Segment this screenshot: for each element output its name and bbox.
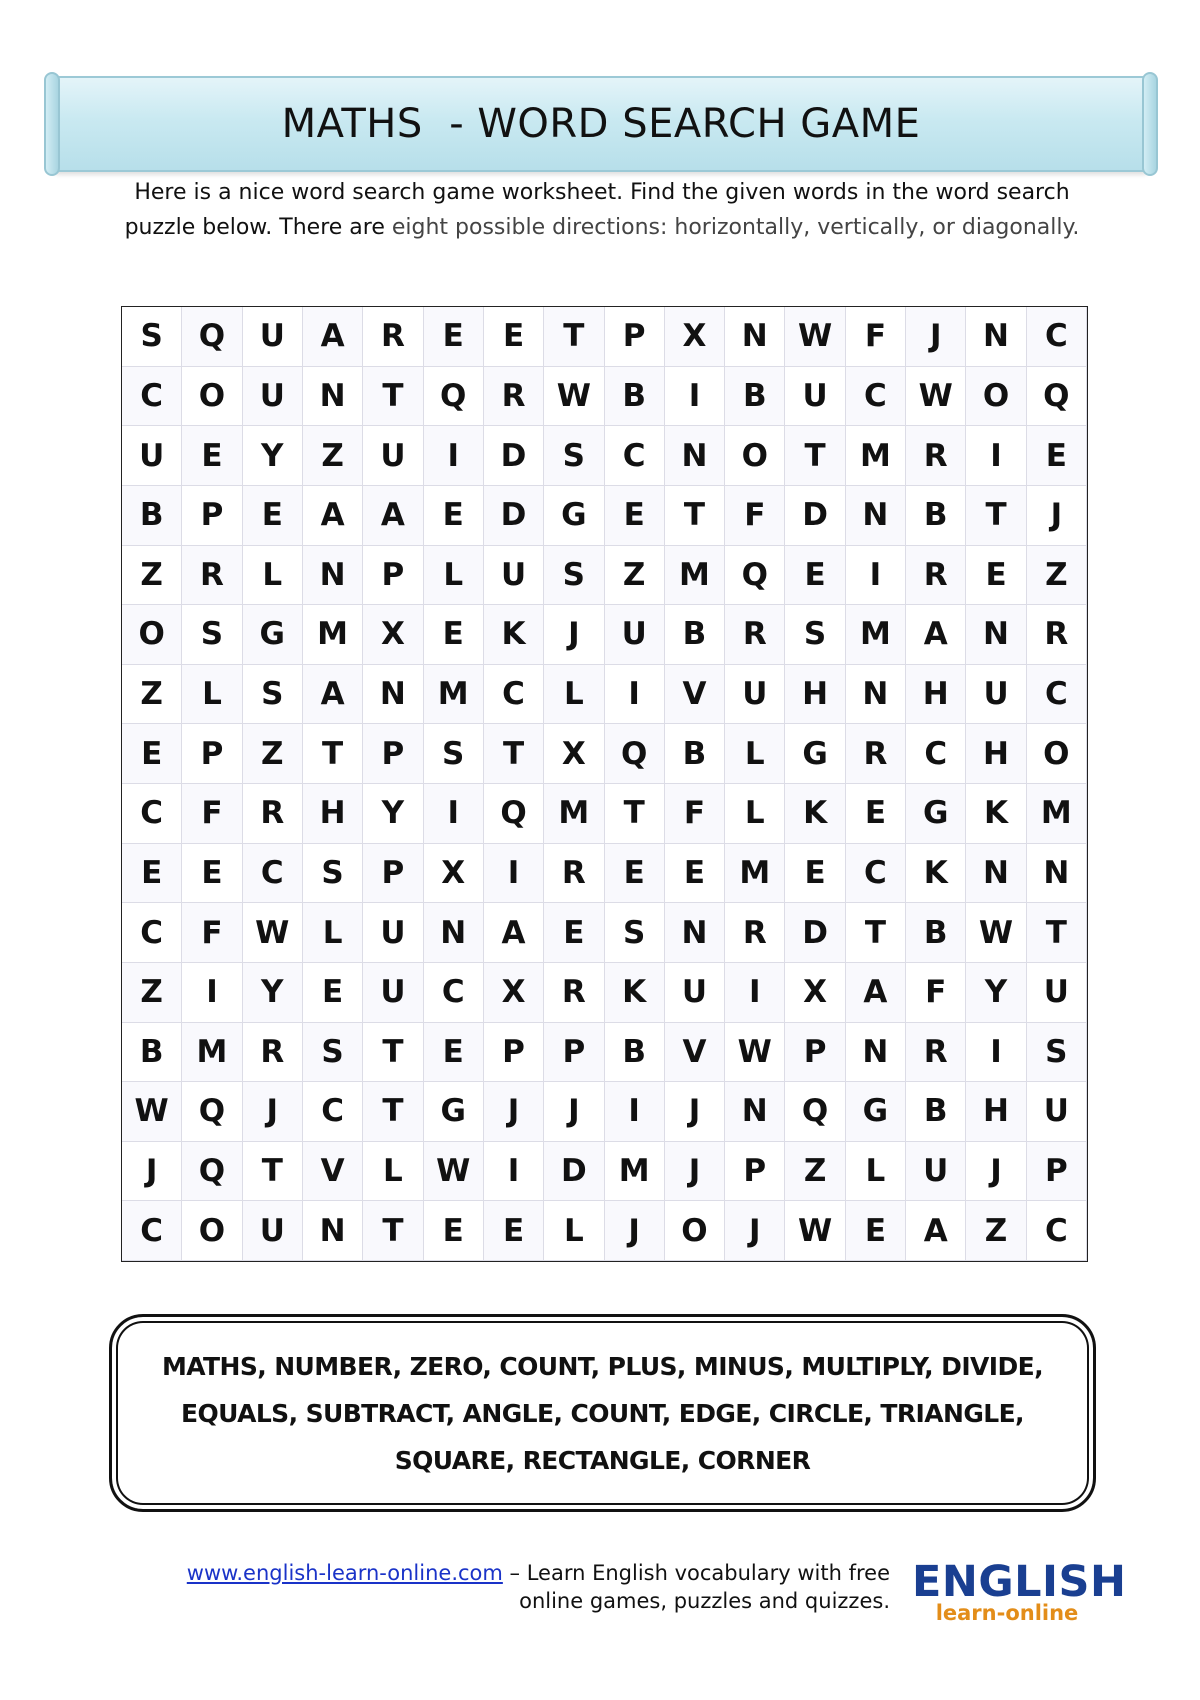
grid-cell[interactable]: I — [725, 963, 785, 1023]
grid-cell[interactable]: P — [484, 1023, 544, 1083]
grid-cell[interactable]: W — [966, 903, 1026, 963]
grid-cell[interactable]: U — [363, 903, 423, 963]
grid-cell[interactable]: W — [725, 1023, 785, 1083]
grid-cell[interactable]: Q — [785, 1082, 845, 1142]
grid-cell[interactable]: U — [484, 546, 544, 606]
grid-cell[interactable]: T — [484, 724, 544, 784]
grid-cell[interactable]: H — [966, 1082, 1026, 1142]
grid-cell[interactable]: J — [1027, 486, 1087, 546]
footer-text — [110, 1559, 890, 1615]
grid-cell[interactable]: T — [363, 1201, 423, 1261]
grid-cell[interactable]: T — [785, 426, 845, 486]
grid-cell[interactable]: A — [484, 903, 544, 963]
grid-cell[interactable]: T — [966, 486, 1026, 546]
grid-cell[interactable]: M — [846, 426, 906, 486]
grid-cell[interactable]: S — [544, 546, 604, 606]
grid-cell[interactable]: J — [906, 307, 966, 367]
grid-cell[interactable]: S — [243, 665, 303, 725]
grid-cell[interactable]: E — [424, 605, 484, 665]
grid-cell[interactable]: E — [303, 963, 363, 1023]
grid-cell[interactable]: S — [785, 605, 845, 665]
grid-cell[interactable]: A — [303, 307, 363, 367]
grid-cell[interactable]: C — [1027, 665, 1087, 725]
grid-cell[interactable]: E — [424, 1201, 484, 1261]
grid-cell[interactable]: I — [605, 1082, 665, 1142]
grid-cell[interactable]: Q — [424, 367, 484, 427]
grid-cell[interactable]: G — [544, 486, 604, 546]
grid-cell[interactable]: U — [122, 426, 182, 486]
grid-cell[interactable]: T — [363, 367, 423, 427]
grid-cell[interactable]: W — [424, 1142, 484, 1202]
grid-cell[interactable]: Q — [182, 1082, 242, 1142]
word-list-line-3: SQUARE, RECTANGLE, CORNER — [394, 1445, 811, 1475]
grid-cell[interactable]: U — [1027, 963, 1087, 1023]
title-banner — [50, 76, 1152, 172]
grid-cell[interactable]: C — [243, 844, 303, 904]
grid-cell[interactable]: N — [725, 307, 785, 367]
grid-cell[interactable]: N — [303, 367, 363, 427]
grid-cell[interactable]: T — [363, 1023, 423, 1083]
grid-cell[interactable]: A — [363, 486, 423, 546]
grid-cell[interactable]: Q — [725, 546, 785, 606]
grid-cell[interactable]: L — [544, 1201, 604, 1261]
grid-cell[interactable]: O — [182, 1201, 242, 1261]
grid-cell[interactable]: N — [846, 665, 906, 725]
grid-cell[interactable]: Y — [243, 426, 303, 486]
grid-cell[interactable]: N — [424, 903, 484, 963]
grid-cell[interactable]: U — [665, 963, 725, 1023]
grid-cell[interactable]: N — [846, 486, 906, 546]
grid-cell[interactable]: X — [544, 724, 604, 784]
grid-cell[interactable]: P — [605, 307, 665, 367]
grid-cell[interactable]: C — [605, 426, 665, 486]
grid-cell[interactable]: I — [665, 367, 725, 427]
grid-cell[interactable]: A — [303, 486, 363, 546]
grid-cell[interactable]: C — [906, 724, 966, 784]
grid-cell[interactable]: O — [182, 367, 242, 427]
grid-cell[interactable]: J — [544, 1082, 604, 1142]
grid-cell[interactable]: R — [484, 367, 544, 427]
grid-cell[interactable]: D — [544, 1142, 604, 1202]
grid-cell[interactable]: M — [665, 546, 725, 606]
grid-cell[interactable]: P — [363, 844, 423, 904]
intro-text — [52, 175, 1152, 245]
grid-cell[interactable]: G — [906, 784, 966, 844]
grid-cell[interactable]: R — [906, 426, 966, 486]
grid-cell[interactable]: Z — [122, 546, 182, 606]
grid-cell[interactable]: L — [182, 665, 242, 725]
grid-cell[interactable]: N — [303, 546, 363, 606]
grid-cell[interactable]: A — [846, 963, 906, 1023]
grid-cell[interactable]: X — [484, 963, 544, 1023]
intro-line-2 — [52, 210, 1152, 245]
grid-cell[interactable]: J — [605, 1201, 665, 1261]
grid-cell[interactable]: T — [363, 1082, 423, 1142]
grid-cell[interactable]: I — [966, 426, 1026, 486]
grid-cell[interactable]: J — [665, 1142, 725, 1202]
intro-line-2-light: eight possible directions: horizontally, vertically, or diagonally. — [391, 215, 1080, 240]
grid-cell[interactable]: Z — [122, 665, 182, 725]
grid-cell[interactable]: M — [846, 605, 906, 665]
grid-cell[interactable]: Z — [966, 1201, 1026, 1261]
grid-cell[interactable]: N — [966, 605, 1026, 665]
grid-cell[interactable]: M — [725, 844, 785, 904]
grid-cell[interactable]: A — [303, 665, 363, 725]
grid-cell[interactable]: U — [1027, 1082, 1087, 1142]
grid-cell[interactable]: P — [544, 1023, 604, 1083]
grid-cell[interactable]: V — [665, 665, 725, 725]
grid-cell[interactable]: Z — [605, 546, 665, 606]
grid-cell[interactable]: C — [122, 784, 182, 844]
grid-cell[interactable]: B — [665, 605, 725, 665]
grid-cell[interactable]: R — [243, 784, 303, 844]
grid-cell[interactable]: C — [1027, 307, 1087, 367]
grid-cell[interactable]: X — [785, 963, 845, 1023]
grid-cell[interactable]: N — [665, 426, 725, 486]
grid-cell[interactable]: A — [906, 605, 966, 665]
grid-cell[interactable]: I — [846, 546, 906, 606]
grid-cell[interactable]: D — [785, 486, 845, 546]
grid-cell[interactable]: N — [966, 844, 1026, 904]
grid-cell[interactable]: F — [725, 486, 785, 546]
grid-cell[interactable]: M — [303, 605, 363, 665]
grid-cell[interactable]: E — [846, 784, 906, 844]
grid-cell[interactable]: R — [846, 724, 906, 784]
grid-cell[interactable]: V — [303, 1142, 363, 1202]
grid-cell[interactable]: J — [122, 1142, 182, 1202]
grid-cell[interactable]: E — [544, 903, 604, 963]
grid-cell[interactable]: R — [725, 605, 785, 665]
logo-sub-text: learn-online — [935, 1601, 1079, 1625]
grid-cell[interactable]: K — [605, 963, 665, 1023]
grid-cell[interactable]: S — [1027, 1023, 1087, 1083]
grid-cell[interactable]: B — [906, 903, 966, 963]
grid-cell[interactable]: X — [363, 605, 423, 665]
grid-cell[interactable]: M — [182, 1023, 242, 1083]
grid-cell[interactable]: J — [544, 605, 604, 665]
grid-cell[interactable]: N — [846, 1023, 906, 1083]
grid-cell[interactable]: B — [906, 486, 966, 546]
grid-cell[interactable]: U — [725, 665, 785, 725]
grid-cell[interactable]: G — [785, 724, 845, 784]
grid-cell[interactable]: Q — [182, 1142, 242, 1202]
grid-cell[interactable]: U — [363, 963, 423, 1023]
grid-cell[interactable]: K — [906, 844, 966, 904]
grid-cell[interactable]: C — [1027, 1201, 1087, 1261]
grid-cell[interactable]: F — [665, 784, 725, 844]
word-list-box — [109, 1314, 1096, 1512]
grid-cell[interactable]: W — [906, 367, 966, 427]
grid-cell[interactable]: E — [665, 844, 725, 904]
grid-cell[interactable]: F — [182, 903, 242, 963]
grid-cell[interactable]: P — [725, 1142, 785, 1202]
logo-main-text: ENGLISH — [912, 1557, 1127, 1607]
grid-cell[interactable]: R — [1027, 605, 1087, 665]
grid-cell[interactable]: O — [1027, 724, 1087, 784]
grid-cell[interactable]: P — [363, 724, 423, 784]
grid-cell[interactable]: L — [363, 1142, 423, 1202]
grid-cell[interactable]: N — [363, 665, 423, 725]
grid-cell[interactable]: E — [424, 1023, 484, 1083]
grid-cell[interactable]: U — [906, 1142, 966, 1202]
grid-cell[interactable]: I — [966, 1023, 1026, 1083]
grid-cell[interactable]: C — [122, 367, 182, 427]
grid-cell[interactable]: S — [303, 1023, 363, 1083]
grid-cell[interactable]: U — [243, 307, 303, 367]
grid-cell[interactable]: S — [605, 903, 665, 963]
grid-cell[interactable]: W — [785, 1201, 845, 1261]
grid-cell[interactable]: R — [363, 307, 423, 367]
grid-cell[interactable]: U — [363, 426, 423, 486]
grid-cell[interactable]: K — [484, 605, 544, 665]
grid-cell[interactable]: P — [363, 546, 423, 606]
word-list-line-2: EQUALS, SUBTRACT, ANGLE, COUNT, EDGE, CIRCLE, TRIANGLE, — [181, 1398, 1024, 1428]
grid-cell[interactable]: R — [544, 844, 604, 904]
grid-cell[interactable]: R — [906, 546, 966, 606]
grid-cell[interactable]: G — [846, 1082, 906, 1142]
grid-cell[interactable]: B — [725, 367, 785, 427]
grid-cell[interactable]: Q — [1027, 367, 1087, 427]
grid-cell[interactable]: W — [122, 1082, 182, 1142]
grid-cell[interactable]: O — [122, 605, 182, 665]
grid-cell[interactable]: Z — [785, 1142, 845, 1202]
grid-cell[interactable]: J — [966, 1142, 1026, 1202]
grid-cell[interactable]: N — [725, 1082, 785, 1142]
grid-cell[interactable]: E — [484, 307, 544, 367]
grid-cell[interactable]: W — [544, 367, 604, 427]
grid-cell[interactable]: P — [182, 724, 242, 784]
grid-cell[interactable]: P — [785, 1023, 845, 1083]
grid-cell[interactable]: E — [785, 546, 845, 606]
grid-cell[interactable]: Z — [122, 963, 182, 1023]
grid-cell[interactable]: C — [846, 367, 906, 427]
grid-cell[interactable]: X — [665, 307, 725, 367]
grid-cell[interactable]: R — [182, 546, 242, 606]
grid-cell[interactable]: Y — [243, 963, 303, 1023]
grid-cell[interactable]: D — [484, 486, 544, 546]
grid-cell[interactable]: R — [544, 963, 604, 1023]
grid-cell[interactable]: W — [785, 307, 845, 367]
grid-cell[interactable]: N — [1027, 844, 1087, 904]
grid-cell[interactable]: C — [424, 963, 484, 1023]
grid-cell[interactable]: N — [966, 307, 1026, 367]
grid-cell[interactable]: U — [605, 605, 665, 665]
grid-cell[interactable]: K — [966, 784, 1026, 844]
grid-cell[interactable]: I — [484, 1142, 544, 1202]
grid-cell[interactable]: E — [424, 486, 484, 546]
grid-cell[interactable]: E — [605, 486, 665, 546]
grid-cell[interactable]: S — [182, 605, 242, 665]
page-title: MATHS - WORD SEARCH GAME — [281, 101, 921, 147]
grid-cell[interactable]: B — [605, 367, 665, 427]
grid-cell[interactable]: Z — [243, 724, 303, 784]
grid-cell[interactable]: E — [122, 724, 182, 784]
grid-cell[interactable]: E — [484, 1201, 544, 1261]
grid-cell[interactable]: T — [665, 486, 725, 546]
grid-cell[interactable]: Y — [966, 963, 1026, 1023]
grid-cell[interactable]: U — [243, 367, 303, 427]
grid-cell[interactable]: H — [906, 665, 966, 725]
word-list — [143, 1343, 1063, 1484]
grid-cell[interactable]: C — [484, 665, 544, 725]
grid-cell[interactable]: R — [243, 1023, 303, 1083]
grid-cell[interactable]: E — [243, 486, 303, 546]
grid-cell[interactable]: Q — [484, 784, 544, 844]
grid-cell[interactable]: U — [966, 665, 1026, 725]
grid-cell[interactable]: F — [182, 784, 242, 844]
intro-line-2-dark: puzzle below. There are — [124, 215, 392, 240]
grid-cell[interactable]: T — [544, 307, 604, 367]
grid-cell[interactable]: L — [846, 1142, 906, 1202]
grid-cell[interactable]: N — [665, 903, 725, 963]
grid-cell[interactable]: M — [1027, 784, 1087, 844]
grid-cell[interactable]: Q — [182, 307, 242, 367]
grid-cell[interactable]: C — [122, 903, 182, 963]
intro-line-1: Here is a nice word search game worksheet. Find the given words in the word search — [134, 180, 1070, 205]
footer-line-1 — [110, 1559, 890, 1587]
grid-cell[interactable]: N — [303, 1201, 363, 1261]
grid-cell[interactable]: C — [303, 1082, 363, 1142]
grid-cell[interactable]: D — [484, 426, 544, 486]
grid-cell[interactable]: S — [122, 307, 182, 367]
grid-cell[interactable]: Y — [363, 784, 423, 844]
grid-cell[interactable]: G — [424, 1082, 484, 1142]
grid-cell[interactable]: I — [424, 784, 484, 844]
grid-cell[interactable]: H — [303, 784, 363, 844]
grid-cell[interactable]: U — [243, 1201, 303, 1261]
grid-cell[interactable]: W — [243, 903, 303, 963]
grid-cell[interactable]: T — [243, 1142, 303, 1202]
grid-cell[interactable]: S — [544, 426, 604, 486]
grid-cell[interactable]: E — [785, 844, 845, 904]
grid-cell[interactable]: B — [122, 486, 182, 546]
grid-cell[interactable]: T — [605, 784, 665, 844]
grid-cell[interactable]: J — [243, 1082, 303, 1142]
grid-cell[interactable]: L — [303, 903, 363, 963]
grid-cell[interactable]: E — [605, 844, 665, 904]
website-link[interactable]: www.english-learn-online.com — [186, 1561, 503, 1585]
grid-cell[interactable]: J — [665, 1082, 725, 1142]
grid-cell[interactable]: B — [605, 1023, 665, 1083]
grid-cell[interactable]: I — [484, 844, 544, 904]
grid-cell[interactable]: P — [1027, 1142, 1087, 1202]
grid-cell[interactable]: D — [785, 903, 845, 963]
grid-cell[interactable]: L — [544, 665, 604, 725]
grid-cell[interactable]: F — [906, 963, 966, 1023]
grid-cell[interactable]: J — [725, 1201, 785, 1261]
grid-cell[interactable]: T — [1027, 903, 1087, 963]
grid-cell[interactable]: I — [182, 963, 242, 1023]
word-list-line-1: MATHS, NUMBER, ZERO, COUNT, PLUS, MINUS, MULTIPLY, DIVIDE, — [161, 1351, 1044, 1381]
grid-cell[interactable]: E — [966, 546, 1026, 606]
grid-cell[interactable]: B — [906, 1082, 966, 1142]
footer-text-1: – Learn English vocabulary with free — [502, 1561, 890, 1585]
grid-cell[interactable]: T — [846, 903, 906, 963]
grid-cell[interactable]: H — [966, 724, 1026, 784]
grid-cell[interactable]: O — [665, 1201, 725, 1261]
grid-cell[interactable]: C — [122, 1201, 182, 1261]
grid-cell[interactable]: P — [182, 486, 242, 546]
footer-line-2: online games, puzzles and quizzes. — [519, 1589, 890, 1613]
grid-cell[interactable]: L — [424, 546, 484, 606]
grid-cell[interactable]: M — [605, 1142, 665, 1202]
grid-cell[interactable]: B — [122, 1023, 182, 1083]
grid-cell[interactable]: S — [303, 844, 363, 904]
grid-cell[interactable]: M — [544, 784, 604, 844]
grid-cell[interactable]: Z — [303, 426, 363, 486]
grid-cell[interactable]: E — [1027, 426, 1087, 486]
grid-cell[interactable]: F — [846, 307, 906, 367]
grid-cell[interactable]: E — [122, 844, 182, 904]
grid-cell[interactable]: O — [725, 426, 785, 486]
grid-cell[interactable]: R — [906, 1023, 966, 1083]
grid-cell[interactable]: Q — [605, 724, 665, 784]
grid-cell[interactable]: O — [966, 367, 1026, 427]
word-search-grid — [121, 306, 1088, 1262]
grid-cell[interactable]: U — [785, 367, 845, 427]
grid-cell[interactable]: X — [424, 844, 484, 904]
grid-cell[interactable]: L — [725, 724, 785, 784]
grid-cell[interactable]: M — [424, 665, 484, 725]
grid-cell[interactable]: V — [665, 1023, 725, 1083]
grid-cell[interactable]: A — [906, 1201, 966, 1261]
english-learn-online-logo — [912, 1557, 1127, 1625]
grid-cell[interactable]: I — [424, 426, 484, 486]
grid-cell[interactable]: B — [665, 724, 725, 784]
grid-cell[interactable]: Z — [1027, 546, 1087, 606]
grid-cell[interactable]: T — [303, 724, 363, 784]
grid-cell[interactable]: R — [725, 903, 785, 963]
grid-cell[interactable]: I — [605, 665, 665, 725]
grid-cell[interactable]: J — [484, 1082, 544, 1142]
grid-cell[interactable]: K — [785, 784, 845, 844]
grid-cell[interactable]: C — [846, 844, 906, 904]
grid-cell[interactable]: E — [182, 426, 242, 486]
grid-cell[interactable]: E — [424, 307, 484, 367]
grid-cell[interactable]: S — [424, 724, 484, 784]
grid-cell[interactable]: E — [846, 1201, 906, 1261]
grid-cell[interactable]: H — [785, 665, 845, 725]
grid-cell[interactable]: L — [243, 546, 303, 606]
grid-cell[interactable]: G — [243, 605, 303, 665]
grid-cell[interactable]: E — [182, 844, 242, 904]
grid-cell[interactable]: L — [725, 784, 785, 844]
